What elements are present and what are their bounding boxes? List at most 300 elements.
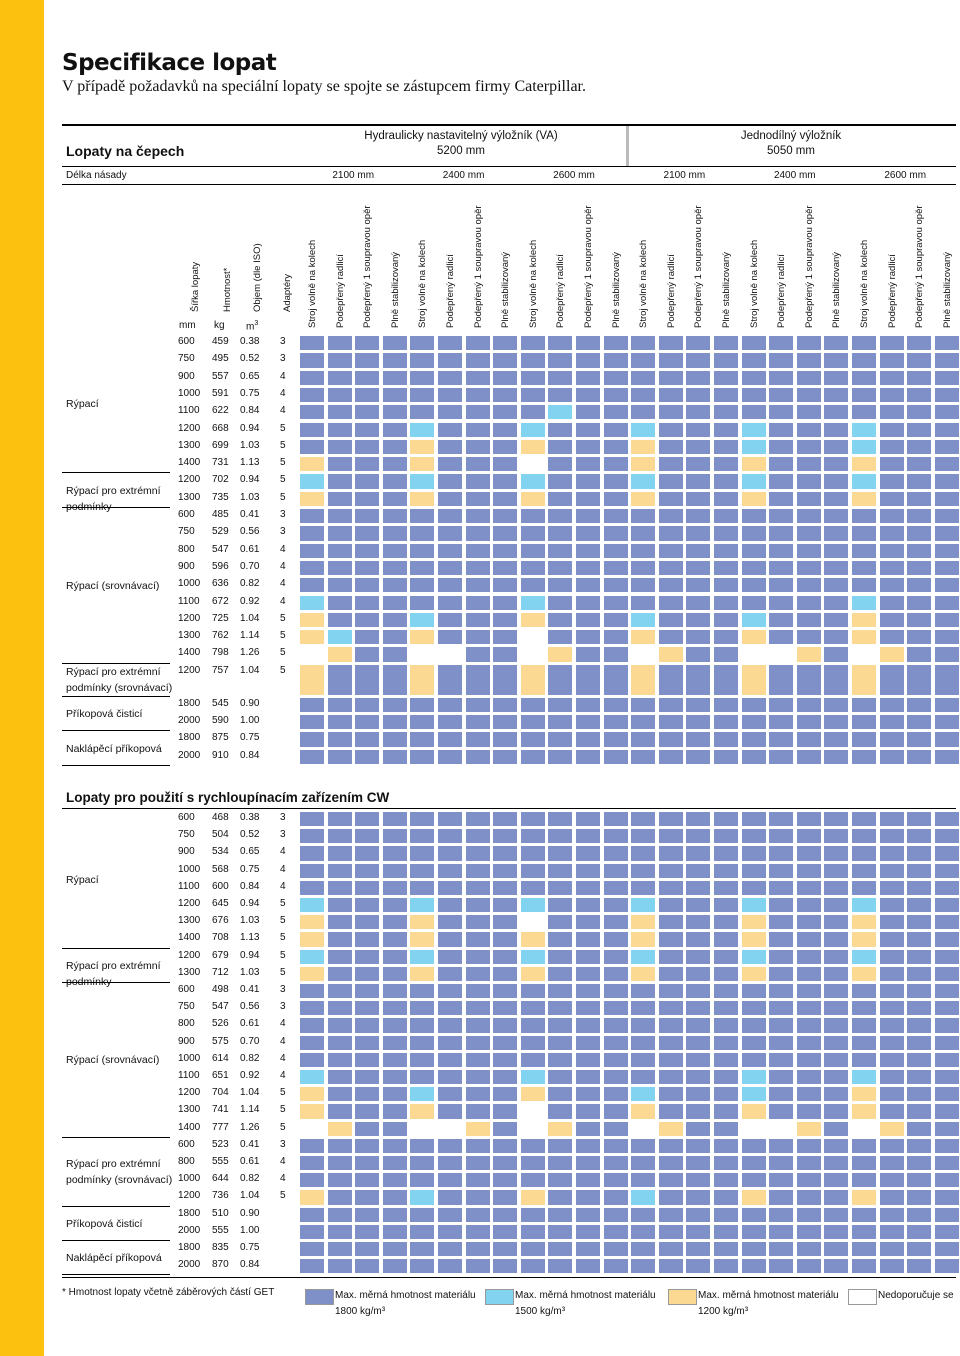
bucket-width: 1100 [178,405,200,417]
rating-cell [383,440,407,454]
rating-cell [300,1242,324,1256]
rating-cell [438,732,462,746]
rating-cell [880,1036,904,1050]
bucket-volume: 0.94 [240,474,260,486]
rating-cell [548,492,572,506]
rating-cell [438,1036,462,1050]
category-rule [62,730,170,731]
rating-cell [659,829,683,843]
rating-cell [880,492,904,506]
rating-cell [438,1018,462,1032]
rating-cell [659,474,683,488]
rating-cell [659,578,683,592]
rating-cell [493,1139,517,1153]
rating-cell [797,1173,821,1187]
rating-cell [714,1139,738,1153]
rating-cell [714,864,738,878]
rating-cell [907,1242,931,1256]
rating-cell [659,932,683,946]
rating-cell [935,440,959,454]
rating-cell [852,1173,876,1187]
rating-cell [438,846,462,860]
stick-length-label: 2100 mm [332,170,375,181]
rating-cell [576,864,600,878]
rating-cell [797,1001,821,1015]
rating-cell [548,1190,572,1204]
rating-cell [631,561,655,575]
rating-cell [548,915,572,929]
bucket-adapters: 4 [280,560,286,572]
rating-cell [383,1053,407,1067]
config-header: Podepřený 1 soupravou opěr [693,205,705,328]
rating-cell [631,1190,655,1204]
rating-cell [466,423,490,437]
rating-cell [300,881,324,895]
rating-cell [521,544,545,558]
legend-line1: Max. měrná hmotnost materiálu [335,1290,476,1301]
rating-cell [548,371,572,385]
rating-cell [438,492,462,506]
rating-cell [769,371,793,385]
rating-cell [880,864,904,878]
bucket-adapters: 5 [280,949,286,961]
rating-cell [769,561,793,575]
rating-cell [824,1104,848,1118]
rating-cell [852,1190,876,1204]
rating-cell [466,1139,490,1153]
rating-cell [769,353,793,367]
rating-cell [383,388,407,402]
rating-cell [880,405,904,419]
bucket-adapters: 5 [280,457,286,469]
rating-cell [548,613,572,627]
rating-cell [742,647,766,661]
rating-cell [686,1036,710,1050]
rating-cell [797,732,821,746]
bucket-volume: 0.61 [240,543,260,555]
rating-cell [521,440,545,454]
rating-cell [880,715,904,729]
bucket-width: 1100 [178,880,200,892]
config-header: Stroj volně na kolech [859,239,870,328]
rating-cell [438,457,462,471]
rating-cell [686,1087,710,1101]
rating-cell [824,613,848,627]
rating-cell [797,1242,821,1256]
rating-cell [548,1087,572,1101]
rating-cell [466,1259,490,1273]
rating-cell [742,1259,766,1273]
rating-cell [880,1122,904,1136]
rating-cell [604,578,628,592]
bucket-width: 1300 [178,630,201,642]
category-rule [62,1240,170,1241]
rating-cell [742,1156,766,1170]
rating-cell [438,898,462,912]
rating-cell [686,1122,710,1136]
bucket-weight: 485 [212,509,229,520]
rating-cell [604,457,628,471]
rating-cell [631,864,655,878]
rating-cell [769,423,793,437]
rating-cell [328,750,352,764]
bucket-weight: 575 [212,1035,229,1047]
rating-cell [300,1225,324,1239]
bucket-adapters: 4 [280,1018,286,1030]
rating-cell [769,1259,793,1273]
rating-cell [383,984,407,998]
rating-cell [797,1139,821,1153]
rating-cell [300,371,324,385]
rating-cell [769,492,793,506]
rating-cell [521,846,545,860]
rating-cell [769,647,793,661]
rating-cell [383,457,407,471]
group-one-line2: 5050 mm [767,145,815,157]
rating-cell [576,596,600,610]
category-label: Rýpací pro extrémní podmínky (srovnávací) [66,1158,173,1187]
rating-cell [355,336,379,350]
rating-cell [438,371,462,385]
rating-cell [631,423,655,437]
rating-cell [686,665,710,695]
rating-cell [714,405,738,419]
rating-cell [852,950,876,964]
rating-cell [935,846,959,860]
rating-cell [328,544,352,558]
category-label: Příkopová čisticí [66,708,143,720]
rating-cell [631,371,655,385]
rating-cell [300,1139,324,1153]
rating-cell [852,1156,876,1170]
rating-cell [383,715,407,729]
rating-cell [466,1242,490,1256]
rating-cell [383,932,407,946]
rating-cell [410,732,434,746]
rating-cell [852,1242,876,1256]
rating-cell [631,492,655,506]
rating-cell [410,1087,434,1101]
rating-cell [438,1139,462,1153]
config-header: Plně stabilizovaný [721,251,732,328]
rating-cell [548,1070,572,1084]
rating-cell [466,812,490,826]
rating-cell [438,1087,462,1101]
rating-cell [604,1036,628,1050]
rating-cell [438,1190,462,1204]
bucket-width: 900 [178,846,195,858]
rating-cell [852,732,876,746]
rating-cell [328,1070,352,1084]
rating-cell [438,1104,462,1118]
rating-cell [631,1001,655,1015]
rating-cell [383,1225,407,1239]
rating-cell [383,613,407,627]
rating-cell [742,665,766,695]
legend-line1: Max. měrná hmotnost materiálu [515,1290,656,1301]
rating-cell [824,440,848,454]
rating-cell [410,492,434,506]
rating-cell [935,336,959,350]
rating-cell [466,1087,490,1101]
rating-cell [824,1156,848,1170]
rating-cell [686,371,710,385]
rating-cell [300,492,324,506]
rating-cell [797,932,821,946]
rating-cell [631,732,655,746]
rating-cell [714,561,738,575]
rating-cell [797,829,821,843]
rating-cell [521,1156,545,1170]
rating-cell [521,336,545,350]
rating-cell [383,881,407,895]
bucket-weight: 568 [212,863,229,875]
rating-cell [383,864,407,878]
page-title: Specifikace lopat [62,50,277,76]
rating-cell [548,1053,572,1067]
rating-cell [410,1225,434,1239]
rating-cell [328,561,352,575]
rating-cell [797,1190,821,1204]
bucket-volume: 0.84 [240,749,260,761]
rating-cell [410,561,434,575]
rating-cell [521,1087,545,1101]
rating-cell [383,1070,407,1084]
rating-cell [548,1156,572,1170]
rating-cell [852,647,876,661]
bucket-volume: 0.65 [240,370,260,382]
rating-cell [328,1225,352,1239]
rating-cell [521,665,545,695]
rating-cell [659,915,683,929]
bucket-weight: 736 [212,1190,229,1202]
rating-cell [686,509,710,523]
rating-cell [742,353,766,367]
rating-cell [935,1139,959,1153]
rating-cell [824,1242,848,1256]
rating-cell [355,405,379,419]
rating-cell [438,1259,462,1273]
rating-cell [410,440,434,454]
bucket-weight: 555 [212,1224,229,1236]
rating-cell [714,698,738,712]
rating-cell [714,1104,738,1118]
rating-cell [576,1259,600,1273]
rating-cell [328,950,352,964]
rating-cell [880,596,904,610]
rating-cell [769,750,793,764]
rating-cell [383,1139,407,1153]
rating-cell [466,932,490,946]
rating-cell [686,812,710,826]
rating-cell [935,732,959,746]
rating-cell [880,1087,904,1101]
rating-cell [604,1087,628,1101]
rating-cell [686,932,710,946]
bucket-adapters: 4 [280,405,286,417]
rating-cell [659,388,683,402]
rating-cell [880,881,904,895]
rating-cell [797,1087,821,1101]
rating-cell [466,1070,490,1084]
rating-cell [769,1070,793,1084]
rating-cell [548,509,572,523]
rating-cell [797,665,821,695]
rating-cell [769,1053,793,1067]
rating-cell [576,984,600,998]
rating-cell [604,1242,628,1256]
rating-cell [659,1036,683,1050]
rating-cell [714,457,738,471]
rating-cell [466,829,490,843]
rating-cell [880,665,904,695]
bucket-volume: 1.13 [240,932,260,944]
rating-cell [631,1242,655,1256]
bucket-width: 1200 [178,612,201,624]
rating-cell [466,1122,490,1136]
config-header: Podepřený 1 soupravou opěr [583,205,594,328]
rating-cell [383,1156,407,1170]
rating-cell [521,915,545,929]
bucket-weight: 725 [212,612,229,624]
rating-cell [852,1001,876,1015]
rating-cell [631,1225,655,1239]
bucket-width: 750 [178,353,195,365]
rating-cell [659,371,683,385]
rating-cell [742,526,766,540]
rating-cell [686,336,710,350]
rating-cell [493,864,517,878]
rating-cell [659,440,683,454]
rating-cell [935,1122,959,1136]
rating-cell [824,1139,848,1153]
bucket-weight: 600 [212,880,229,892]
rating-cell [852,1087,876,1101]
bucket-width: 1000 [178,863,201,875]
rating-cell [355,732,379,746]
rating-cell [604,526,628,540]
rating-cell [576,915,600,929]
bucket-volume: 0.75 [240,863,260,875]
rating-cell [742,388,766,402]
rating-cell [355,1122,379,1136]
rating-cell [355,829,379,843]
rating-cell [466,898,490,912]
rating-cell [604,665,628,695]
rating-cell [769,1087,793,1101]
category-label: Rýpací [66,398,99,411]
bucket-weight: 704 [212,1087,229,1099]
rating-cell [576,715,600,729]
rating-cell [521,1225,545,1239]
rating-cell [355,665,379,695]
rating-cell [328,1156,352,1170]
rating-cell [438,353,462,367]
rating-cell [742,509,766,523]
rating-cell [548,1104,572,1118]
bucket-adapters: 5 [280,612,286,624]
rating-cell [355,457,379,471]
rating-cell [466,881,490,895]
rating-cell [714,1122,738,1136]
rating-cell [355,630,379,644]
rating-cell [438,881,462,895]
bucket-width: 900 [178,560,195,572]
rating-cell [328,526,352,540]
rating-cell [880,950,904,964]
rating-cell [824,1190,848,1204]
rating-cell [880,898,904,912]
rating-cell [355,1104,379,1118]
bucket-volume: 0.82 [240,1173,260,1185]
bucket-adapters: 4 [280,387,286,399]
rating-cell [328,405,352,419]
rating-cell [300,561,324,575]
rating-cell [852,846,876,860]
rating-cell [852,405,876,419]
rating-cell [410,1036,434,1050]
rating-cell [631,812,655,826]
rating-cell [355,1242,379,1256]
rating-cell [604,967,628,981]
rating-cell [576,932,600,946]
rating-cell [438,1001,462,1015]
rating-cell [328,596,352,610]
rating-cell [742,915,766,929]
rating-cell [797,492,821,506]
rating-cell [686,492,710,506]
rating-cell [383,492,407,506]
rating-cell [714,371,738,385]
rating-cell [328,647,352,661]
rating-cell [604,613,628,627]
rating-cell [742,898,766,912]
rating-cell [438,474,462,488]
rating-cell [604,1225,628,1239]
bucket-volume: 0.75 [240,1242,260,1253]
rating-cell [686,750,710,764]
rating-cell [410,665,434,695]
rating-cell [300,715,324,729]
rating-cell [493,881,517,895]
bucket-volume: 0.94 [240,898,260,909]
rating-cell [631,353,655,367]
rating-cell [631,630,655,644]
group-va-line2: 5200 mm [437,145,485,157]
rating-cell [769,950,793,964]
rating-cell [355,812,379,826]
rating-cell [824,665,848,695]
rating-cell [659,715,683,729]
rating-cell [410,950,434,964]
rating-cell [852,1139,876,1153]
rating-cell [659,1087,683,1101]
rating-cell [824,578,848,592]
rating-cell [438,1156,462,1170]
rating-cell [935,371,959,385]
rating-cell [659,1070,683,1084]
rating-cell [686,423,710,437]
rating-cell [742,1122,766,1136]
rating-cell [521,932,545,946]
bucket-adapters: 3 [280,336,286,347]
rating-cell [521,1173,545,1187]
rating-cell [935,1104,959,1118]
bucket-width: 1100 [178,595,200,607]
rating-cell [576,457,600,471]
rating-cell [907,1036,931,1050]
rating-cell [769,1139,793,1153]
